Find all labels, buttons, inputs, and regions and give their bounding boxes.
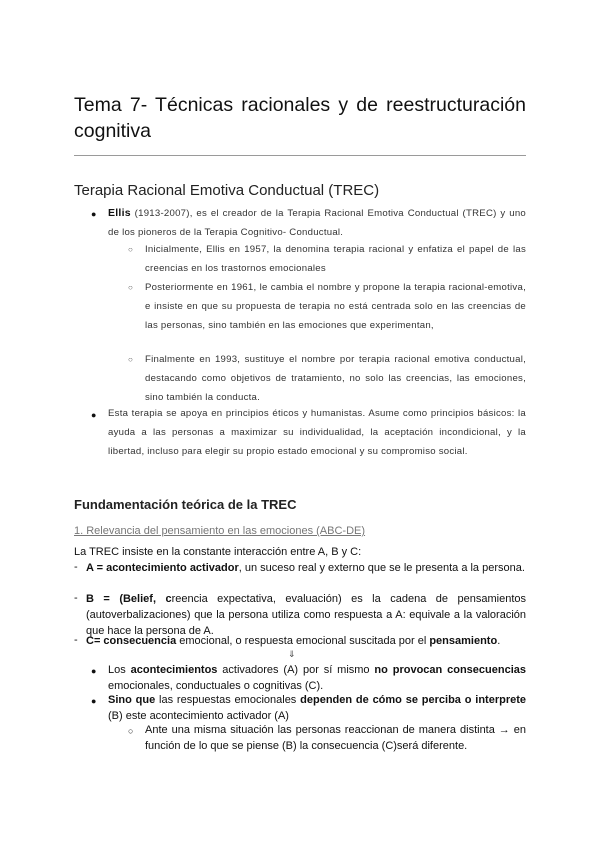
intro-text: La TREC insiste en la constante interacción entre A, B y C: bbox=[74, 546, 362, 558]
page-title: Tema 7- Técnicas racionales y de reestructuración cognitiva bbox=[74, 94, 526, 142]
bullet-icon: ● bbox=[91, 209, 97, 219]
title-divider bbox=[74, 155, 526, 156]
bullet-icon: ● bbox=[91, 410, 97, 420]
item-c: C= consecuencia emocional, o respuesta emocional suscitada por el pensamiento. bbox=[86, 635, 501, 647]
bullet-sino-que: Sino que las respuestas emocionales dependen de cómo se perciba o interprete (B) este acontecimiento activador (A) bbox=[108, 694, 527, 722]
sub-item-1961: Posteriormente en 1961, le cambia el nombre y propone la terapia racional-emotiva, e insiste en que su propuesta de terapia no está centrada solo en las creencias de las personas, sino también en las emociones que experimentan, bbox=[145, 282, 526, 331]
ellis-text: (1913-2007), es el creador de la Terapia Racional Emotiva Conductual (TREC) y uno de los pioneros de la Terapia Cognitivo- Conductual. bbox=[108, 208, 526, 238]
item-b: B = (Belief, creencia expectativa, evaluación) es la cadena de pensamientos (autoverbalizaciones) que la persona utiliza como respuesta a A: equivale a la valoración que hace la persona de A. bbox=[86, 593, 527, 637]
bullet-icon: ● bbox=[91, 696, 97, 706]
sub-item-1957: Inicialmente, Ellis en 1957, la denomina terapia racional y enfatiza el papel de las creencias en los trastornos emocionales bbox=[145, 244, 526, 274]
circle-bullet-icon: ○ bbox=[128, 245, 133, 254]
sub-item-misma-situacion: Ante una misma situación las personas reaccionan de manera distinta → en función de lo que se piense (B) la consecuencia (C)será diferente. bbox=[145, 724, 526, 752]
down-arrow-icon: ⇓ bbox=[288, 649, 296, 659]
list-item-principios: Esta terapia se apoya en principios éticos y humanistas. Asume como principios básicos: la ayuda a las personas a maximizar su individualidad, la aceptación incondicional, y la libertad, incluso para elegir su propio estado emocional y su compromiso social. bbox=[108, 408, 526, 457]
circle-bullet-icon: ○ bbox=[128, 283, 133, 292]
item-a: A = acontecimiento activador, un suceso real y externo que se le presenta a la persona. bbox=[86, 562, 525, 574]
subheading-abc: 1. Relevancia del pensamiento en las emociones (ABC-DE) bbox=[74, 525, 366, 537]
circle-bullet-icon: ○ bbox=[128, 726, 134, 736]
dash-marker: - bbox=[74, 634, 78, 646]
bullet-icon: ● bbox=[91, 666, 97, 676]
circle-bullet-icon: ○ bbox=[128, 355, 133, 364]
dash-marker: - bbox=[74, 592, 78, 604]
section-heading-fundamentacion: Fundamentación teórica de la TREC bbox=[74, 497, 297, 512]
ellis-name: Ellis bbox=[108, 207, 131, 219]
section-heading-trec: Terapia Racional Emotiva Conductual (TREC) bbox=[74, 182, 380, 199]
dash-marker: - bbox=[74, 561, 78, 573]
sub-item-1993: Finalmente en 1993, sustituye el nombre por terapia racional emotiva conductual, destacando como objetivos de tratamiento, no solo las creencias, las emociones, sino también la conducta. bbox=[145, 354, 526, 403]
list-item-ellis bbox=[108, 204, 526, 243]
bullet-acontecimientos: Los acontecimientos activadores (A) por sí mismo no provocan consecuencias emocionales, conductuales o cognitivas (C). bbox=[108, 664, 526, 692]
